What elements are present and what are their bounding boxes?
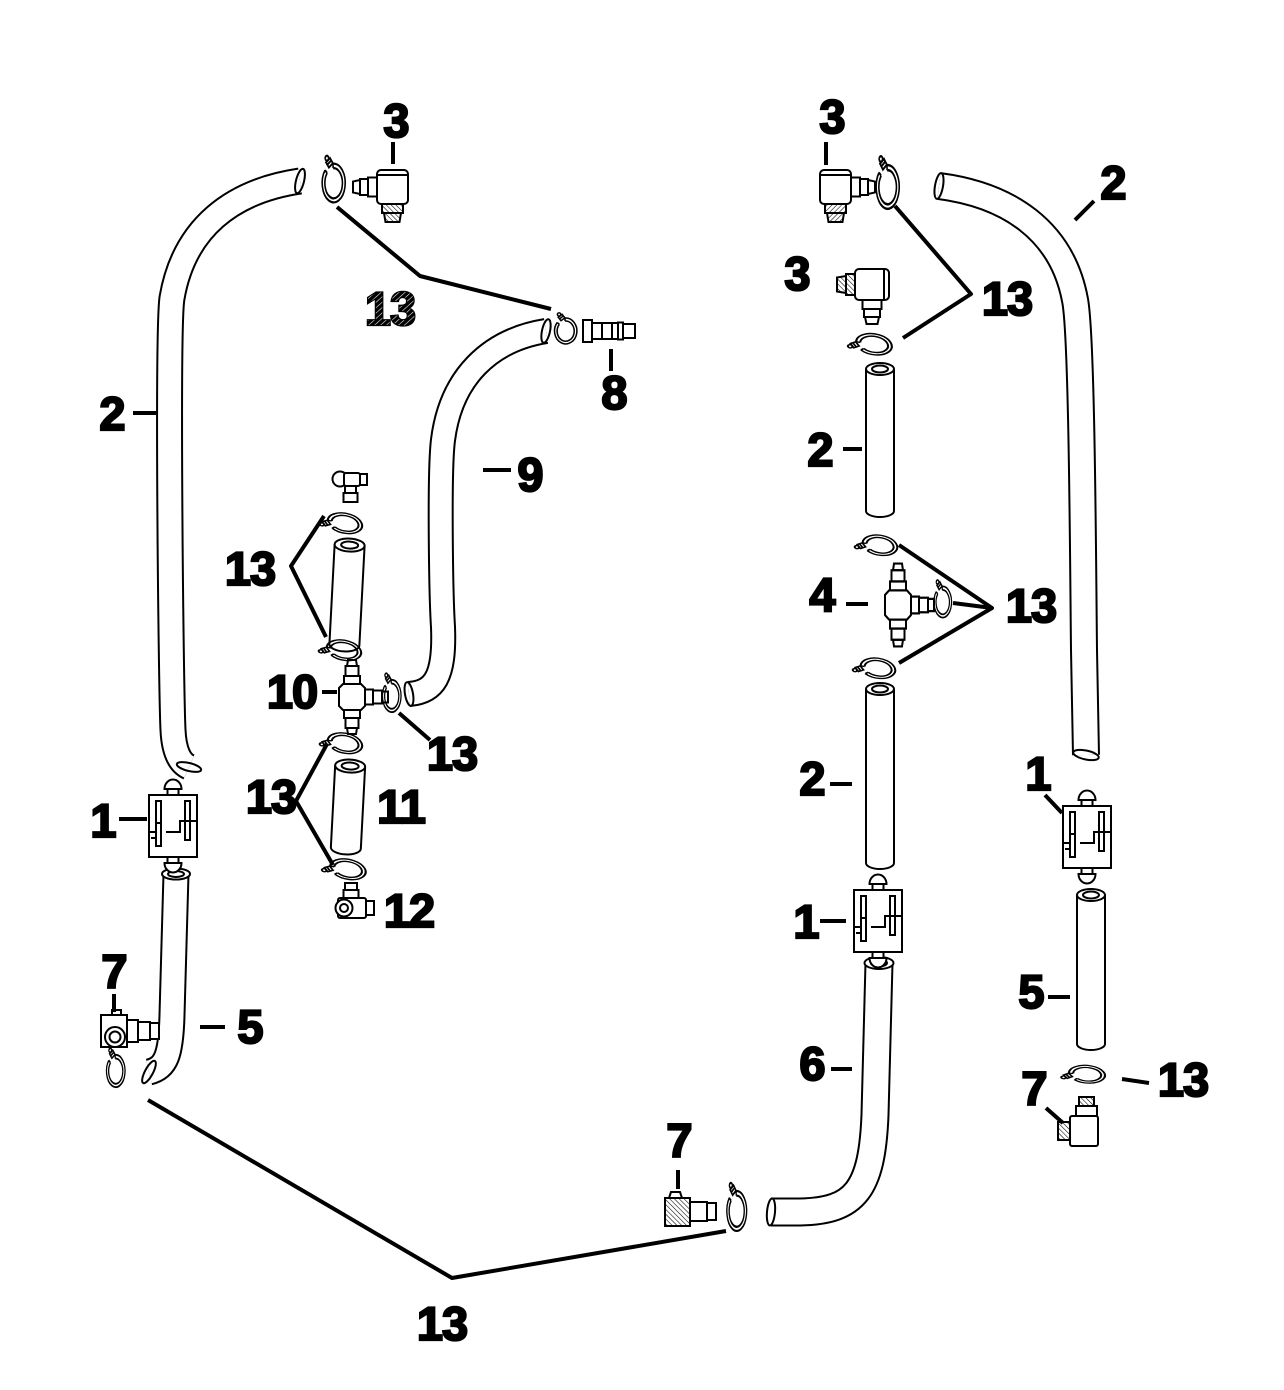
tube-2-right-upper-drawing bbox=[866, 363, 894, 517]
tube-2-right-lower-drawing bbox=[866, 683, 894, 869]
callout-tube-2-right-upper: 2 bbox=[807, 423, 833, 476]
callout-part-10: 10 bbox=[266, 665, 318, 718]
callout-clamps-13-cyl-11: 13 bbox=[245, 770, 297, 823]
callout-tube-2-right-lower: 2 bbox=[799, 752, 825, 805]
callout-part-1-left: 1 bbox=[90, 794, 116, 847]
callout-hose-5-left: 5 bbox=[237, 1000, 263, 1053]
callout-part-11: 11 bbox=[377, 780, 425, 833]
callout-clamps-13-bottom: 13 bbox=[416, 1297, 468, 1350]
callout-part-1-center: 1 bbox=[793, 895, 819, 948]
tube-5-right-drawing bbox=[1077, 889, 1105, 1050]
callout-hose-6: 6 bbox=[799, 1037, 825, 1090]
callout-clamp-13-far-right: 13 bbox=[1157, 1053, 1209, 1106]
canister-left-drawing bbox=[329, 538, 365, 652]
cylinder-11-drawing bbox=[331, 759, 366, 855]
callout-hose-2-right: 2 bbox=[1100, 156, 1126, 209]
callout-hose-2-left: 2 bbox=[99, 387, 125, 440]
callout-tube-5-right: 5 bbox=[1018, 965, 1044, 1018]
callout-part-8: 8 bbox=[601, 366, 627, 419]
callout-part-3-left-top: 3 bbox=[383, 94, 409, 147]
callout-part-12: 12 bbox=[383, 884, 435, 937]
callout-clamps-13-right-top: 13 bbox=[981, 272, 1033, 325]
callout-part-1-far-right: 1 bbox=[1025, 747, 1051, 800]
fitting-8 bbox=[583, 320, 635, 342]
callout-clamp-13-tee: 13 bbox=[426, 727, 478, 780]
callout-part-7-right: 7 bbox=[1021, 1062, 1047, 1115]
callout-clamps-13-canister: 13 bbox=[224, 542, 276, 595]
callout-part-4: 4 bbox=[809, 568, 835, 621]
callout-part-7-bottom: 7 bbox=[666, 1114, 692, 1167]
callout-clamps-13-cross: 13 bbox=[1005, 579, 1057, 632]
callout-part-3-right-top: 3 bbox=[819, 90, 845, 143]
callout-clamp-13-left-top: 13 bbox=[364, 282, 416, 335]
callout-part-7-left: 7 bbox=[101, 945, 127, 998]
callout-hose-9: 9 bbox=[517, 448, 543, 501]
callout-part-3-right-lower: 3 bbox=[784, 247, 810, 300]
